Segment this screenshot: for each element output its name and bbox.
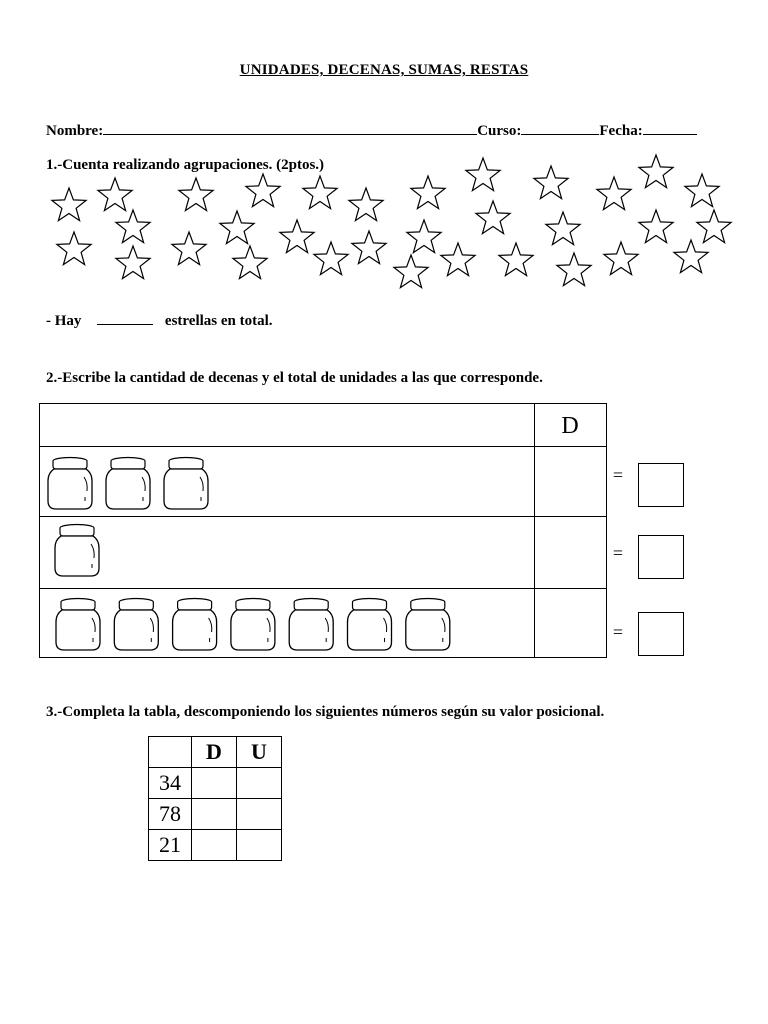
star-icon xyxy=(697,210,731,243)
star-icon xyxy=(639,210,673,243)
jar-icon xyxy=(406,599,450,651)
star-icon xyxy=(57,232,91,265)
question-2-prompt: 2.-Escribe la cantidad de decenas y el total de unidades a las que corresponde. xyxy=(46,370,543,386)
table-header-row xyxy=(149,737,282,768)
star-icon xyxy=(407,220,441,253)
tens-answer-cell[interactable] xyxy=(192,799,237,830)
jar-icon xyxy=(164,458,208,510)
star-icon xyxy=(116,210,150,243)
star-icon xyxy=(499,243,533,276)
equals-sign: = xyxy=(612,543,624,563)
tens-table xyxy=(39,403,607,658)
answer-suffix: estrellas en total. xyxy=(164,313,273,329)
number-cell: 34 xyxy=(149,768,192,799)
jar-icon xyxy=(348,599,392,651)
jar-icon xyxy=(56,599,100,651)
units-answer-cell[interactable] xyxy=(237,768,282,799)
table-row xyxy=(149,799,282,830)
star-icon xyxy=(116,246,150,279)
star-icon xyxy=(674,240,708,273)
nombre-label: Nombre: xyxy=(46,123,104,139)
star-icon xyxy=(604,242,638,275)
star-icon xyxy=(466,158,500,191)
star-icon xyxy=(98,178,132,211)
star-icon xyxy=(411,176,445,209)
units-answer-box-3[interactable] xyxy=(638,612,684,656)
header-cell-tens: D xyxy=(192,737,237,768)
jar-icon xyxy=(231,599,275,651)
header-cell-units: U xyxy=(237,737,282,768)
jar-icon xyxy=(173,599,217,651)
star-icon xyxy=(233,246,267,279)
units-answer-cell[interactable] xyxy=(237,799,282,830)
page-title: UNIDADES, DECENAS, SUMAS, RESTAS xyxy=(239,62,529,78)
question-1-answer-line xyxy=(46,310,273,330)
star-icon xyxy=(557,253,591,286)
tens-answer-cell[interactable] xyxy=(192,768,237,799)
jars-illustration xyxy=(40,404,534,657)
tens-cell-row-3[interactable] xyxy=(534,589,606,657)
table-row xyxy=(149,830,282,861)
tens-answer-cell[interactable] xyxy=(192,830,237,861)
header-cell-empty xyxy=(149,737,192,768)
star-icon xyxy=(172,232,206,265)
star-icon xyxy=(685,174,719,207)
tens-cell-row-1[interactable] xyxy=(534,447,606,515)
jar-icon xyxy=(106,458,150,510)
curso-label: Curso: xyxy=(477,123,522,139)
star-total-blank[interactable] xyxy=(97,310,153,325)
star-icon xyxy=(52,188,86,221)
answer-prefix: - Hay xyxy=(46,313,82,329)
jar-icon xyxy=(289,599,333,651)
star-icon xyxy=(597,177,631,210)
star-icon xyxy=(220,211,254,244)
tens-column-header: D xyxy=(561,413,579,439)
jar-icon xyxy=(55,525,99,577)
star-icon xyxy=(441,243,475,276)
units-answer-box-2[interactable] xyxy=(638,535,684,579)
star-icon xyxy=(280,220,314,253)
star-icon xyxy=(179,178,213,211)
star-group xyxy=(0,0,768,300)
place-value-table xyxy=(148,736,282,861)
question-1-prompt: 1.-Cuenta realizando agrupaciones. (2ptos.) xyxy=(46,157,325,173)
jar-icon xyxy=(114,599,158,651)
star-icon xyxy=(303,176,337,209)
jar-icon xyxy=(48,458,92,510)
star-icon xyxy=(314,242,348,275)
units-answer-box-1[interactable] xyxy=(638,463,684,507)
question-3-prompt: 3.-Completa la tabla, descomponiendo los siguientes números según su valor posicional. xyxy=(46,704,605,720)
table-row xyxy=(149,768,282,799)
star-icon xyxy=(639,155,673,188)
tens-cell-row-2[interactable] xyxy=(534,517,606,587)
number-cell: 21 xyxy=(149,830,192,861)
units-answer-cell[interactable] xyxy=(237,830,282,861)
star-icon xyxy=(534,166,568,199)
star-icon xyxy=(546,212,580,245)
star-icon xyxy=(476,201,510,234)
star-icon xyxy=(394,255,428,288)
star-icon xyxy=(349,188,383,221)
equals-sign: = xyxy=(612,622,624,642)
number-cell: 78 xyxy=(149,799,192,830)
equals-sign: = xyxy=(612,465,624,485)
fecha-label: Fecha: xyxy=(599,123,643,139)
star-icon xyxy=(352,231,386,264)
stars-illustration xyxy=(0,0,768,300)
star-icon xyxy=(246,174,280,207)
